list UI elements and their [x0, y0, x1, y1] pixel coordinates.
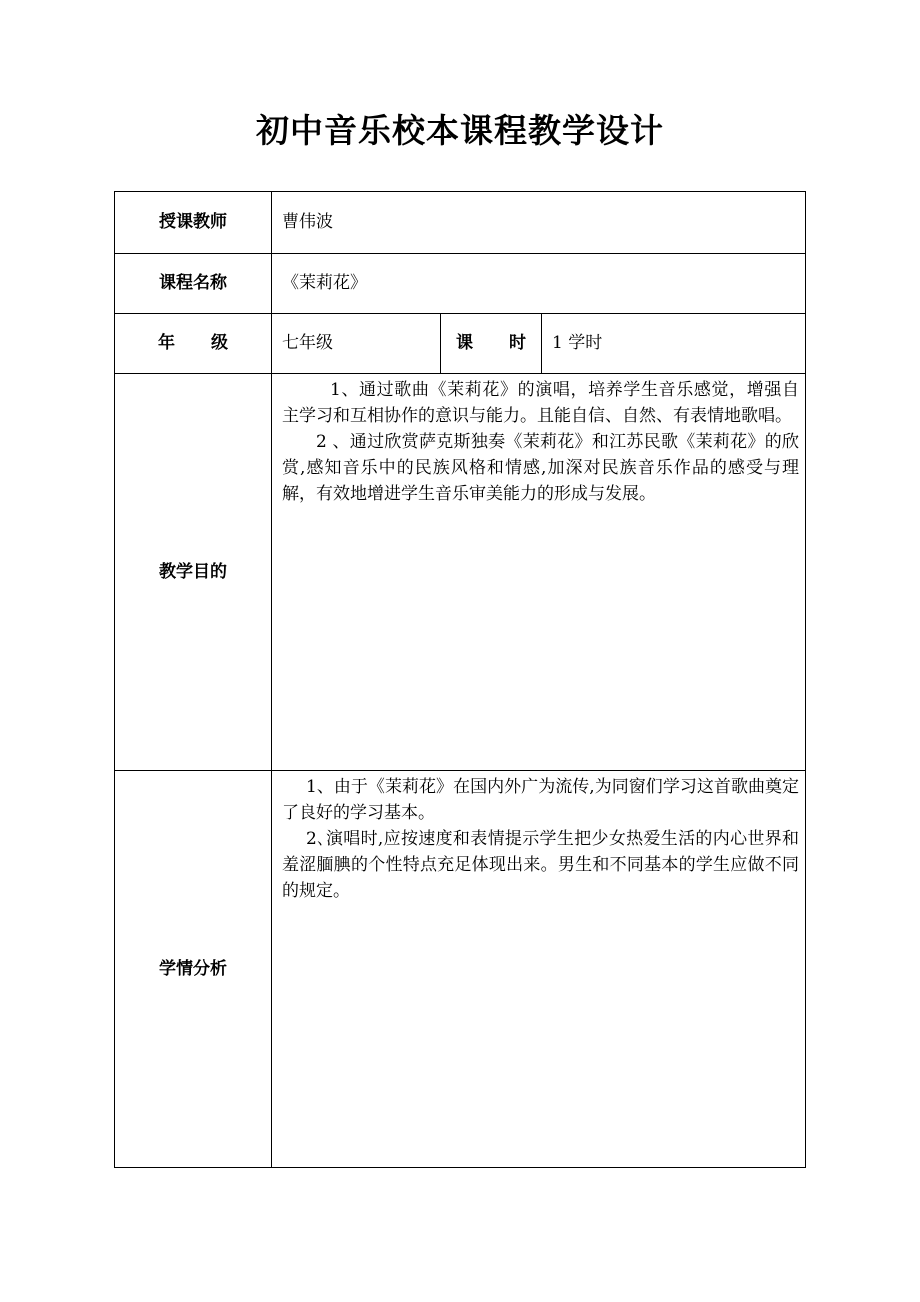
hours-label-char-2: 时 [509, 333, 526, 353]
course-value: 《茉莉花》 [272, 254, 806, 314]
hours-label [441, 314, 542, 374]
objectives-row [115, 374, 806, 771]
lesson-plan-table [114, 191, 806, 1168]
teacher-value: 曹伟波 [272, 192, 806, 254]
grade-label [115, 314, 272, 374]
hours-label-char-1: 课 [456, 333, 473, 353]
grade-label-char-2: 级 [211, 333, 228, 353]
analysis-content [272, 771, 806, 1168]
analysis-row [115, 771, 806, 1168]
objectives-paragraph-2: 2 、通过欣赏萨克斯独奏《茉莉花》和江苏民歌《茉莉花》的欣赏,感知音乐中的民族风格和情感,加深对民族音乐作品的感受与理解，有效地增进学生音乐审美能力的形成与发展。 [282, 432, 800, 504]
analysis-paragraph-2: 2､演唱时,应按速度和表情提示学生把少女热爱生活的内心世界和羞涩腼腆的个性特点充足体现出来。男生和不同基本的学生应做不同的规定。 [282, 829, 800, 901]
objectives-content [272, 374, 806, 771]
analysis-paragraph-1: 1、由于《茉莉花》在国内外广为流传,为同窗们学习这首歌曲奠定了良好的学习基本。 [282, 777, 800, 823]
document-title: 初中音乐校本课程教学设计 [256, 111, 664, 150]
teacher-row [115, 192, 806, 254]
analysis-label: 学情分析 [115, 771, 272, 1168]
objectives-label: 教学目的 [115, 374, 272, 771]
objectives-paragraph-1: 1、通过歌曲《茉莉花》的演唱，培养学生音乐感觉，增强自主学习和互相协作的意识与能力。且能自信、自然、有表情地歌唱。 [282, 380, 800, 426]
hours-value: 1 学时 [542, 314, 806, 374]
course-label: 课程名称 [115, 254, 272, 314]
course-row [115, 254, 806, 314]
grade-value: 七年级 [272, 314, 441, 374]
grade-row [115, 314, 806, 374]
teacher-label: 授课教师 [115, 192, 272, 254]
grade-label-char-1: 年 [158, 333, 175, 353]
